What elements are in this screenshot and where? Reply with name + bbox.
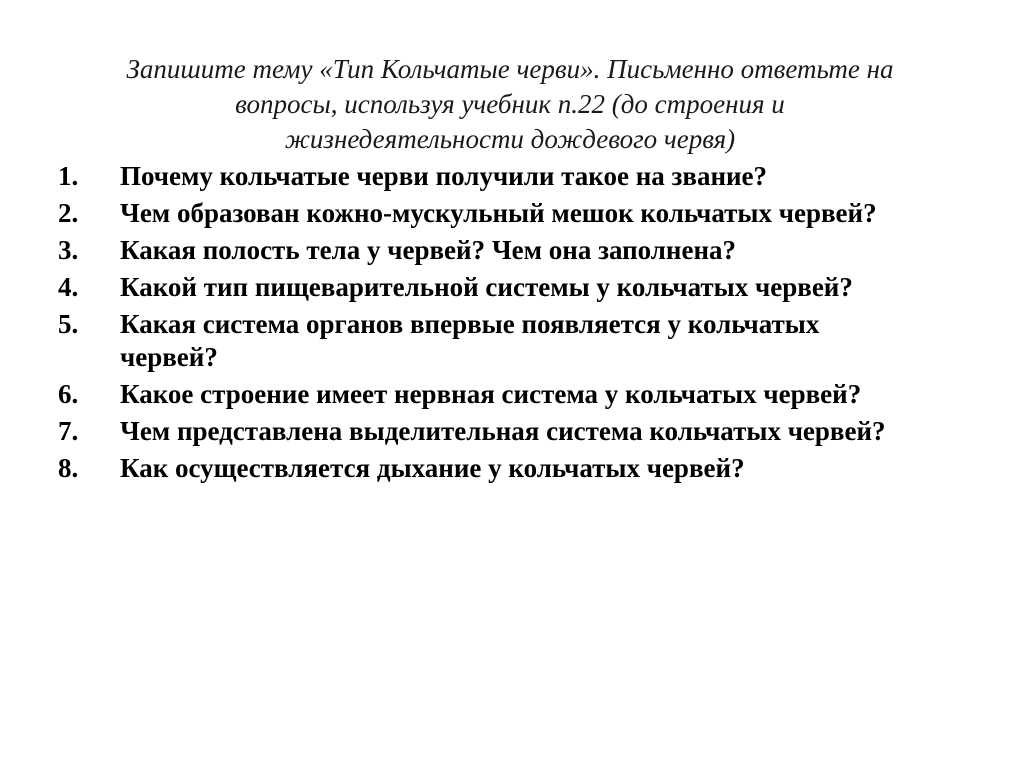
question-list xyxy=(58,160,958,489)
question-text: Какой тип пищеварительной системы у кольчатых червей? xyxy=(120,272,853,302)
heading-line-3: жизнедеятельности дождевого червя) xyxy=(284,124,736,154)
question-number: 6. xyxy=(58,379,79,409)
question-number: 7. xyxy=(58,416,79,446)
assignment-heading xyxy=(60,52,960,157)
question-text: Какая система органов впервые появляется у кольчатых червей? xyxy=(120,309,820,372)
question-item-7 xyxy=(58,415,958,448)
question-item-5 xyxy=(58,308,958,374)
question-text: Какое строение имеет нервная система у кольчатых червей? xyxy=(120,379,862,409)
question-item-2 xyxy=(58,197,958,230)
question-item-4 xyxy=(58,271,958,304)
question-text: Чем представлена выделительная система кольчатых червей? xyxy=(120,416,886,446)
question-number: 5. xyxy=(58,309,79,339)
question-text: Почему кольчатые черви получили такое на звание? xyxy=(120,161,768,191)
question-number: 1. xyxy=(58,161,79,191)
question-number: 3. xyxy=(58,235,79,265)
question-item-8 xyxy=(58,452,958,485)
question-item-6 xyxy=(58,378,958,411)
question-text: Чем образован кожно-мускульный мешок кольчатых червей? xyxy=(120,198,877,228)
question-number: 8. xyxy=(58,453,79,483)
question-number: 2. xyxy=(58,198,79,228)
heading-line-1: Запишите тему «Тип Кольчатые черви». Письменно ответьте на xyxy=(126,54,894,84)
question-text: Какая полость тела у червей? Чем она заполнена? xyxy=(120,235,737,265)
heading-line-2: вопросы, используя учебник п.22 (до строения и xyxy=(235,89,785,119)
question-item-3 xyxy=(58,234,958,267)
question-text: Как осуществляется дыхание у кольчатых червей? xyxy=(120,453,745,483)
question-item-1 xyxy=(58,160,958,193)
question-number: 4. xyxy=(58,272,79,302)
